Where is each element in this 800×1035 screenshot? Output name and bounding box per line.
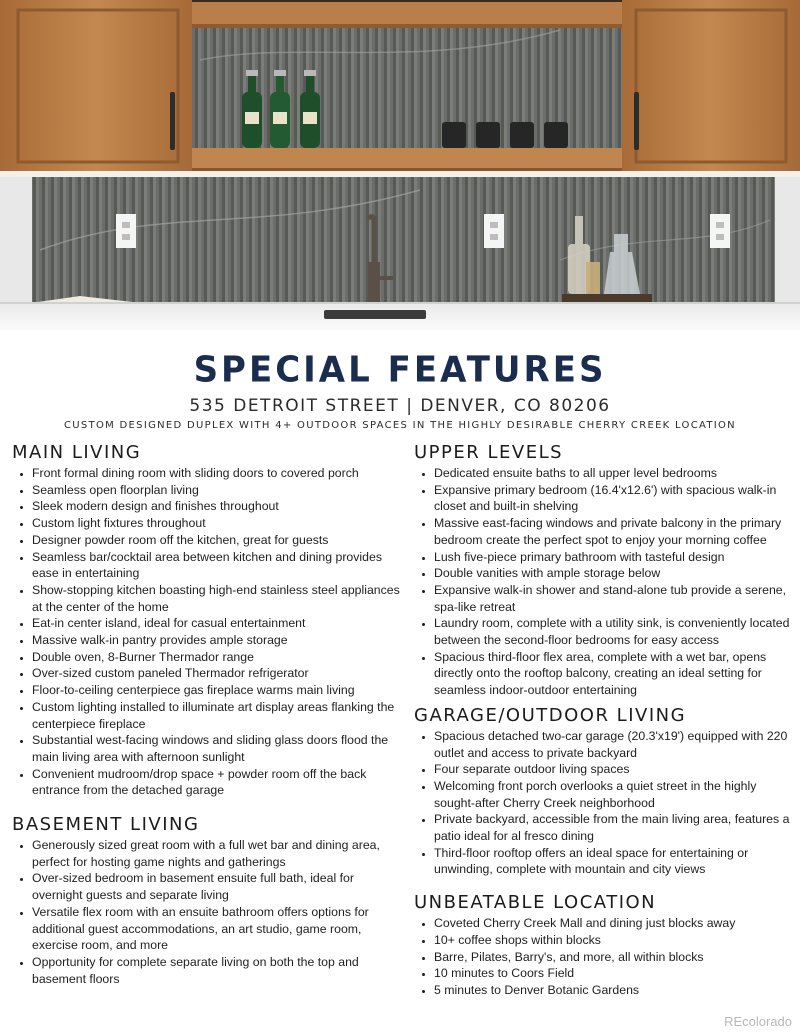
- list-item: • Seamless bar/cocktail area between kitchen and dining provides ease in entertaining: [32, 549, 404, 582]
- cabinet-handle: [634, 92, 639, 150]
- list-item: • Coveted Cherry Creek Mall and dining just blocks away: [434, 915, 792, 932]
- section-heading: GARAGE/OUTDOOR LIVING: [414, 704, 687, 726]
- list-item: • Welcoming front porch overlooks a quiet street in the highly sought-after Cherry Creek neighborhood: [434, 778, 792, 811]
- kitchen-photo-illustration: [0, 0, 800, 330]
- main-living-list: [12, 465, 404, 799]
- list-item: • 10 minutes to Coors Field: [434, 965, 792, 982]
- list-item: • Custom lighting installed to illuminate art display areas flanking the centerpiece fireplace: [32, 699, 404, 732]
- top-shelf: [192, 2, 622, 26]
- list-item: • Spacious detached two-car garage (20.3'x19') equipped with 220 outlet and access to private backyard: [434, 728, 792, 761]
- list-item: • Over-sized bedroom in basement ensuite full bath, ideal for overnight guests and separate living: [32, 870, 404, 903]
- list-item: • Double vanities with ample storage below: [434, 565, 792, 582]
- list-item: • Massive east-facing windows and private balcony in the primary bedroom create the perfect spot to enjoy your morning coffee: [434, 515, 792, 548]
- list-item: • Designer powder room off the kitchen, great for guests: [32, 532, 404, 549]
- list-item: • Show-stopping kitchen boasting high-end stainless steel appliances at the center of the home: [32, 582, 404, 615]
- list-item: • 5 minutes to Denver Botanic Gardens: [434, 982, 792, 999]
- list-item: • Over-sized custom paneled Thermador refrigerator: [32, 665, 404, 682]
- section-heading: UNBEATABLE LOCATION: [414, 892, 657, 914]
- upper-levels-list: [414, 465, 792, 699]
- backsplash-tile: [32, 177, 775, 305]
- list-item: • Dedicated ensuite baths to all upper level bedrooms: [434, 465, 792, 482]
- list-item: • Substantial west-facing windows and sliding glass doors flood the main living area with afternoon sunlight: [32, 732, 404, 765]
- list-item: • Massive walk-in pantry provides ample storage: [32, 632, 404, 649]
- section-heading: BASEMENT LIVING: [12, 814, 200, 836]
- list-item: • 10+ coffee shops within blocks: [434, 932, 792, 949]
- list-item: • Generously sized great room with a full wet bar and dining area, perfect for hosting game nights and gatherings: [32, 837, 404, 870]
- list-item: • Third-floor rooftop offers an ideal space for entertaining or unwinding, complete with mountain and city views: [434, 845, 792, 878]
- page-title: SPECIAL FEATURES: [193, 349, 607, 391]
- list-item: • Private backyard, accessible from the main living area, features a patio ideal for al fresco dining: [434, 811, 792, 844]
- green-bottles: [242, 70, 320, 148]
- kitchen-photo: [0, 0, 800, 330]
- list-item: • Expansive primary bedroom (16.4'x12.6') with spacious walk-in closet and built-in shelving: [434, 482, 792, 515]
- list-item: • Front formal dining room with sliding doors to covered porch: [32, 465, 404, 482]
- sink: [324, 310, 426, 319]
- list-item: • Floor-to-ceiling centerpiece gas fireplace warms main living: [32, 682, 404, 699]
- list-item: • Seamless open floorplan living: [32, 482, 404, 499]
- left-cabinet: [0, 0, 192, 172]
- location-list: [414, 915, 792, 999]
- location-section: [414, 891, 792, 999]
- garage-outdoor-section: [414, 704, 792, 878]
- list-item: • Convenient mudroom/drop space + powder room off the back entrance from the detached garage: [32, 766, 404, 799]
- list-item: • Expansive walk-in shower and stand-alone tub provide a serene, spa-like retreat: [434, 582, 792, 615]
- list-item: • Laundry room, complete with a utility sink, is conveniently located between the second-floor bedrooms for easy access: [434, 615, 792, 648]
- section-heading: MAIN LIVING: [12, 442, 142, 463]
- right-cabinet: [622, 0, 800, 172]
- list-item: • Versatile flex room with an ensuite bathroom offers options for additional guest accommodations, an art studio, game room, exercise room, and more: [32, 904, 404, 954]
- main-living-section: [12, 441, 404, 799]
- watermark: REcolorado: [724, 1014, 792, 1029]
- list-item: • Spacious third-floor flex area, complete with a wet bar, opens directly onto the rooftop balcony, creating an ideal setting for seamless indoor-outdoor entertaining: [434, 649, 792, 699]
- tagline: CUSTOM DESIGNED DUPLEX WITH 4+ OUTDOOR SPACES IN THE HIGHLY DESIRABLE CHERRY CREEK LOCATION: [64, 420, 736, 431]
- open-shelf: [192, 148, 622, 170]
- list-item: • Custom light fixtures throughout: [32, 515, 404, 532]
- list-item: • Lush five-piece primary bathroom with tasteful design: [434, 549, 792, 566]
- section-heading: UPPER LEVELS: [414, 442, 564, 463]
- garage-outdoor-list: [414, 728, 792, 878]
- list-item: • Barre, Pilates, Barry's, and more, all within blocks: [434, 949, 792, 966]
- right-column: [414, 441, 792, 999]
- property-address: 535 DETROIT STREET | DENVER, CO 80206: [189, 396, 611, 416]
- cabinet-handle: [170, 92, 175, 150]
- list-item: • Opportunity for complete separate living on both the top and basement floors: [32, 954, 404, 987]
- upper-levels-section: [414, 441, 792, 699]
- basement-living-list: [12, 837, 404, 987]
- list-item: • Double oven, 8-Burner Thermador range: [32, 649, 404, 666]
- list-item: • Sleek modern design and finishes throughout: [32, 498, 404, 515]
- left-column: [12, 441, 404, 987]
- list-item: • Four separate outdoor living spaces: [434, 761, 792, 778]
- list-item: • Eat-in center island, ideal for casual entertainment: [32, 615, 404, 632]
- basement-living-section: [12, 813, 404, 987]
